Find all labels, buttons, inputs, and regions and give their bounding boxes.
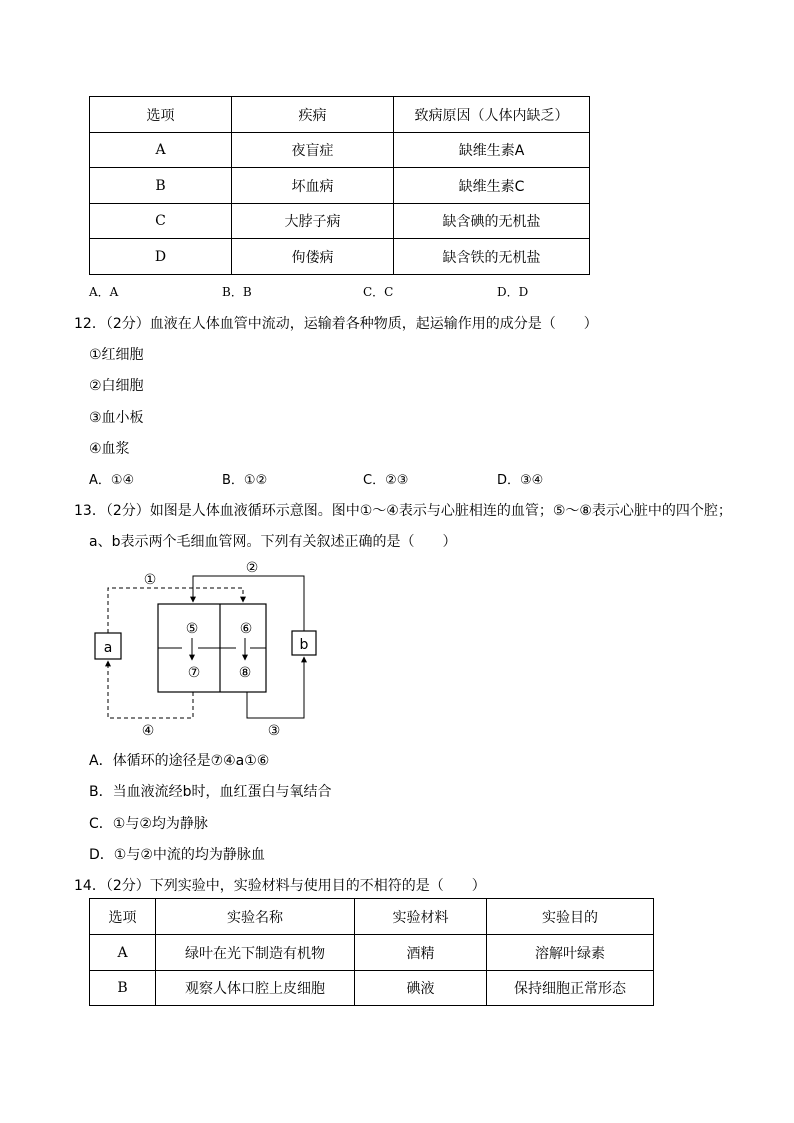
q13-stem-line1: 13．（2分）如图是人体血液循环示意图。图中①～④表示与心脏相连的血管；⑤～⑧表示心脏中的四个腔；	[74, 503, 732, 519]
table-cell: 坏血病	[232, 168, 394, 204]
table-cell: D	[90, 239, 232, 275]
table-cell: A	[90, 133, 232, 168]
q12-option-b[interactable]: B．①②	[222, 473, 268, 488]
q11-option-c[interactable]: C．C	[363, 285, 394, 299]
table-header-cell: 实验目的	[487, 899, 654, 935]
vessel-4	[108, 661, 193, 718]
table-row	[90, 133, 590, 168]
table-row	[90, 168, 590, 204]
q13-option-d[interactable]: D．①与②中流的均为静脉血	[89, 847, 265, 863]
chamber-5-label: ⑤	[185, 621, 199, 637]
table-cell: 酒精	[355, 935, 487, 971]
q12-item: ①红细胞	[89, 347, 144, 363]
vessel-3	[247, 657, 304, 718]
capillary-b-label: b	[299, 637, 309, 653]
table-cell: C	[90, 204, 232, 239]
table-header-cell: 疾病	[232, 97, 394, 133]
disease-table	[89, 96, 590, 275]
experiment-table	[89, 898, 654, 1006]
table-cell: 碘液	[355, 971, 487, 1006]
table-cell: 保持细胞正常形态	[487, 971, 654, 1006]
table-header-cell: 实验材料	[355, 899, 487, 935]
table-header-row	[90, 899, 654, 935]
table-header-cell: 选项	[90, 899, 156, 935]
table-row	[90, 971, 654, 1006]
table-cell: B	[90, 168, 232, 204]
q11-option-a[interactable]: A．A	[89, 285, 119, 299]
vessel-2-label: ②	[245, 560, 259, 576]
q12-item: ④血浆	[89, 441, 130, 457]
q11-option-d[interactable]: D．D	[497, 285, 529, 299]
table-cell: 绿叶在光下制造有机物	[156, 935, 355, 971]
table-cell: 缺含铁的无机盐	[394, 239, 590, 275]
q13-option-c[interactable]: C．①与②均为静脉	[89, 816, 208, 832]
q12-option-c[interactable]: C．②③	[363, 473, 409, 488]
table-row	[90, 204, 590, 239]
table-cell: B	[90, 971, 156, 1006]
vessel-1-label: ①	[143, 572, 157, 588]
table-cell: 大脖子病	[232, 204, 394, 239]
q13-option-a[interactable]: A．体循环的途径是⑦④a①⑥	[89, 753, 270, 769]
chamber-6-label: ⑥	[239, 621, 253, 637]
table-header-cell: 实验名称	[156, 899, 355, 935]
q12-option-d[interactable]: D．③④	[497, 473, 544, 488]
capillary-a-label: a	[103, 640, 113, 656]
table-cell: 缺含碘的无机盐	[394, 204, 590, 239]
q12-option-a[interactable]: A．①④	[89, 473, 135, 488]
table-header-cell: 致病原因（人体内缺乏）	[394, 97, 590, 133]
q12-item: ③血小板	[89, 410, 144, 426]
table-row	[90, 239, 590, 275]
table-header-row	[90, 97, 590, 133]
table-cell: 观察人体口腔上皮细胞	[156, 971, 355, 1006]
table-cell: 缺维生素A	[394, 133, 590, 168]
table-cell: A	[90, 935, 156, 971]
chamber-7-label: ⑦	[187, 665, 201, 681]
q11-option-b[interactable]: B．B	[222, 285, 252, 299]
vessel-3-label: ③	[267, 723, 281, 739]
table-header-cell: 选项	[90, 97, 232, 133]
table-cell: 缺维生素C	[394, 168, 590, 204]
chamber-8-label: ⑧	[238, 665, 252, 681]
q12-stem: 12．（2分）血液在人体血管中流动，运输着各种物质，起运输作用的成分是（ ）	[74, 316, 598, 332]
table-cell: 佝偻病	[232, 239, 394, 275]
table-cell: 夜盲症	[232, 133, 394, 168]
q14-stem: 14．（2分）下列实验中，实验材料与使用目的不相符的是（ ）	[74, 878, 486, 894]
table-row	[90, 935, 654, 971]
blood-circulation-diagram	[90, 560, 340, 740]
q13-option-b[interactable]: B．当血液流经b时，血红蛋白与氧结合	[89, 784, 332, 800]
q13-stem-line2: a、b表示两个毛细血管网。下列有关叙述正确的是（ ）	[89, 534, 457, 550]
table-cell: 溶解叶绿素	[487, 935, 654, 971]
vessel-4-label: ④	[141, 723, 155, 739]
q12-item: ②白细胞	[89, 378, 144, 394]
vessel-1	[108, 588, 243, 633]
